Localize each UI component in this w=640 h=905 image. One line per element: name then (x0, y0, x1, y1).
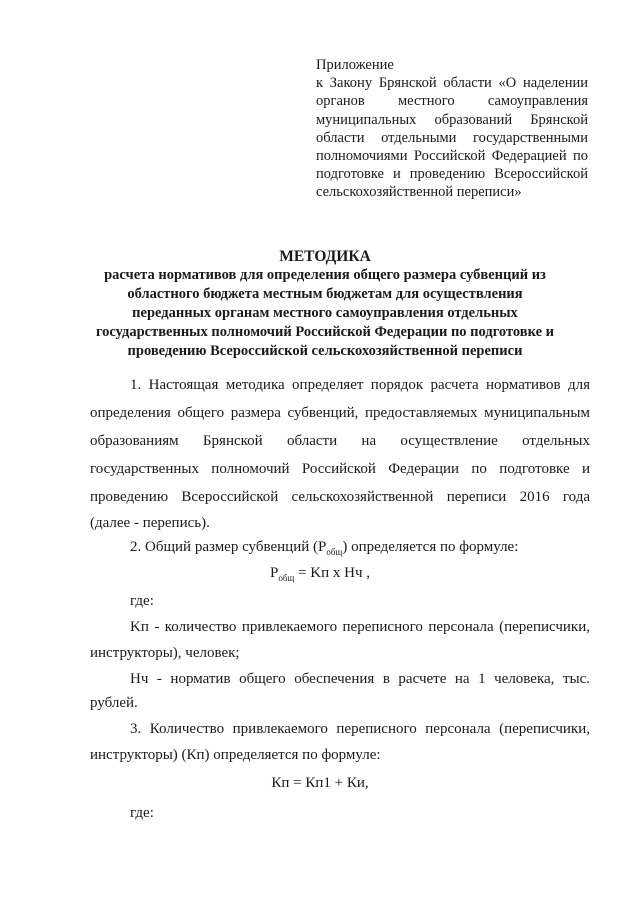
where-1: где: (130, 593, 154, 609)
p1-line-5: проведению Всероссийской сельскохозяйственной переписи 2016 года (90, 489, 590, 505)
appendix-header (316, 56, 588, 202)
p2-post: ) определяется по формуле: (342, 539, 519, 555)
where-2: где: (130, 805, 154, 821)
p1-line-3: образованиям Брянской области на осуществление отдельных (90, 433, 590, 449)
document-title: МЕТОДИКА (279, 248, 371, 265)
kp-line-2: инструкторы), человек; (90, 645, 240, 661)
p2-pre: 2. Общий размер субвенций (P (130, 539, 327, 555)
nch-line-1: Нч - норматив общего обеспечения в расчете на 1 человека, тыс. (130, 671, 590, 687)
p3-line-1: 3. Количество привлекаемого переписного персонала (переписчики, (130, 721, 590, 737)
p2-sub: общ (326, 547, 343, 557)
formula-1-rhs: = Kп х Нч , (294, 565, 371, 581)
appendix-text: к Закону Брянской области «О наделении органов местного самоуправления муниципальных образований Брянской области отдельными государственными полномочиями Российской Федерацией по подготовке и проведению Всероссийской сельскохозяйственной переписи» (316, 75, 588, 201)
p1-last-line: (далее - перепись). (90, 515, 210, 531)
document-subtitle: расчета нормативов для определения общего размера субвенций из областного бюджета местным бюджетам для осуществления переданных органам местного самоуправления отдельных государственных полномочий Российской Федерации по подготовке и проведению Всероссийской сельскохозяйственной переписи (95, 267, 555, 359)
p1-line-4: государственных полномочий Российской Федерации по подготовке и (90, 461, 590, 477)
formula-1-lhs: P (269, 565, 279, 581)
appendix-label: Приложение (316, 57, 394, 73)
kp-line-1: Kп - количество привлекаемого переписного персонала (переписчики, (130, 619, 590, 635)
nch-line-2: рублей. (90, 695, 138, 711)
p1-line-2: определения общего размера субвенций, предоставляемых муниципальным (90, 405, 590, 421)
p1-line-1: 1. Настоящая методика определяет порядок расчета нормативов для (130, 377, 590, 393)
formula-1-lhs-sub: общ (278, 573, 295, 583)
formula-2: Кп = Кп1 + Ки, (271, 775, 369, 791)
formula-1 (0, 560, 640, 591)
p3-line-2: инструкторы) (Кп) определяется по формуле: (90, 747, 381, 763)
